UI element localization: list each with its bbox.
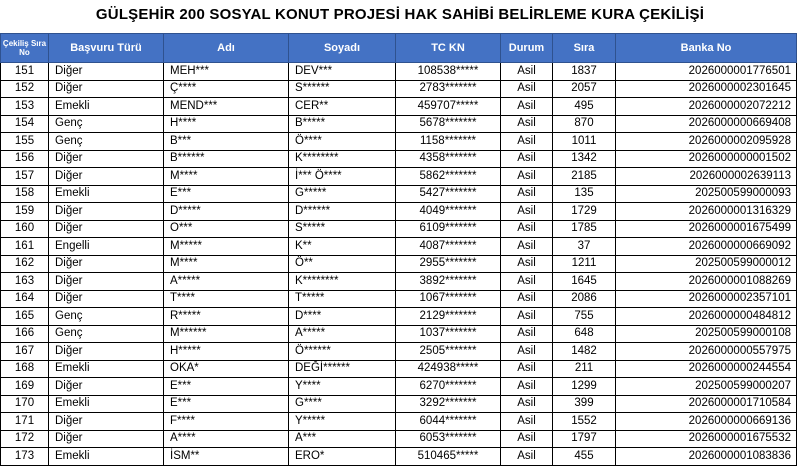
cell-surname: T***** bbox=[289, 290, 396, 308]
cell-status: Asil bbox=[501, 378, 553, 396]
cell-order: 1729 bbox=[553, 203, 616, 221]
cell-order: 2185 bbox=[553, 168, 616, 186]
cell-draw-number: 159 bbox=[1, 203, 49, 221]
cell-tckn: 4087******* bbox=[396, 238, 501, 256]
cell-name: M**** bbox=[164, 255, 289, 273]
cell-order: 1837 bbox=[553, 63, 616, 81]
cell-bank-number: 2026000002357101 bbox=[616, 290, 797, 308]
cell-draw-number: 173 bbox=[1, 448, 49, 466]
cell-tckn: 4358******* bbox=[396, 150, 501, 168]
cell-bank-number: 2026000002095928 bbox=[616, 133, 797, 151]
cell-draw-number: 153 bbox=[1, 98, 49, 116]
cell-status: Asil bbox=[501, 150, 553, 168]
cell-draw-number: 156 bbox=[1, 150, 49, 168]
cell-status: Asil bbox=[501, 273, 553, 291]
cell-name: O*** bbox=[164, 220, 289, 238]
cell-application-type: Engelli bbox=[49, 238, 164, 256]
cell-bank-number: 2026000001776501 bbox=[616, 63, 797, 81]
cell-application-type: Diğer bbox=[49, 378, 164, 396]
cell-application-type: Diğer bbox=[49, 413, 164, 431]
header-surname: Soyadı bbox=[289, 34, 396, 63]
cell-tckn: 2505******* bbox=[396, 343, 501, 361]
cell-tckn: 2129******* bbox=[396, 308, 501, 326]
cell-bank-number: 2026000000244554 bbox=[616, 360, 797, 378]
cell-surname: D****** bbox=[289, 203, 396, 221]
table-row bbox=[1, 133, 797, 151]
cell-application-type: Diğer bbox=[49, 168, 164, 186]
cell-application-type: Diğer bbox=[49, 80, 164, 98]
header-draw-number-line2: No bbox=[19, 48, 30, 57]
table-row bbox=[1, 220, 797, 238]
header-bank-number: Banka No bbox=[616, 34, 797, 63]
cell-order: 1299 bbox=[553, 378, 616, 396]
table-row bbox=[1, 413, 797, 431]
header-draw-number bbox=[1, 34, 49, 63]
cell-draw-number: 165 bbox=[1, 308, 49, 326]
cell-application-type: Diğer bbox=[49, 220, 164, 238]
cell-status: Asil bbox=[501, 115, 553, 133]
cell-order: 455 bbox=[553, 448, 616, 466]
cell-status: Asil bbox=[501, 133, 553, 151]
cell-bank-number: 202500599000012 bbox=[616, 255, 797, 273]
cell-name: M****** bbox=[164, 325, 289, 343]
table-row bbox=[1, 430, 797, 448]
cell-application-type: Diğer bbox=[49, 203, 164, 221]
table-row bbox=[1, 238, 797, 256]
cell-order: 1011 bbox=[553, 133, 616, 151]
table-row bbox=[1, 360, 797, 378]
table-row bbox=[1, 168, 797, 186]
cell-application-type: Genç bbox=[49, 308, 164, 326]
cell-bank-number: 2026000001710584 bbox=[616, 395, 797, 413]
cell-bank-number: 2026000001088269 bbox=[616, 273, 797, 291]
cell-order: 2057 bbox=[553, 80, 616, 98]
cell-surname: DEV*** bbox=[289, 63, 396, 81]
cell-order: 37 bbox=[553, 238, 616, 256]
table-row bbox=[1, 378, 797, 396]
cell-status: Asil bbox=[501, 395, 553, 413]
cell-tckn: 6109******* bbox=[396, 220, 501, 238]
cell-name: H***** bbox=[164, 343, 289, 361]
cell-bank-number: 2026000000669092 bbox=[616, 238, 797, 256]
cell-tckn: 2783******* bbox=[396, 80, 501, 98]
cell-surname: D**** bbox=[289, 308, 396, 326]
cell-tckn: 108538***** bbox=[396, 63, 501, 81]
cell-order: 135 bbox=[553, 185, 616, 203]
cell-name: A***** bbox=[164, 273, 289, 291]
table-row bbox=[1, 185, 797, 203]
cell-application-type: Diğer bbox=[49, 255, 164, 273]
cell-tckn: 5862******* bbox=[396, 168, 501, 186]
cell-tckn: 2955******* bbox=[396, 255, 501, 273]
cell-status: Asil bbox=[501, 413, 553, 431]
cell-status: Asil bbox=[501, 290, 553, 308]
cell-surname: K******** bbox=[289, 273, 396, 291]
cell-name: H**** bbox=[164, 115, 289, 133]
cell-name: A**** bbox=[164, 430, 289, 448]
cell-order: 495 bbox=[553, 98, 616, 116]
cell-status: Asil bbox=[501, 308, 553, 326]
cell-name: Ç**** bbox=[164, 80, 289, 98]
header-name: Adı bbox=[164, 34, 289, 63]
cell-tckn: 6044******* bbox=[396, 413, 501, 431]
cell-application-type: Genç bbox=[49, 115, 164, 133]
table-row bbox=[1, 448, 797, 466]
header-row bbox=[1, 34, 797, 63]
cell-name: M***** bbox=[164, 238, 289, 256]
cell-status: Asil bbox=[501, 430, 553, 448]
cell-bank-number: 2026000001083836 bbox=[616, 448, 797, 466]
cell-application-type: Diğer bbox=[49, 150, 164, 168]
cell-tckn: 4049******* bbox=[396, 203, 501, 221]
cell-tckn: 3292******* bbox=[396, 395, 501, 413]
cell-bank-number: 2026000000557975 bbox=[616, 343, 797, 361]
cell-application-type: Diğer bbox=[49, 430, 164, 448]
cell-name: M**** bbox=[164, 168, 289, 186]
cell-name: R***** bbox=[164, 308, 289, 326]
table-row bbox=[1, 308, 797, 326]
cell-surname: B***** bbox=[289, 115, 396, 133]
cell-tckn: 5678******* bbox=[396, 115, 501, 133]
cell-application-type: Emekli bbox=[49, 98, 164, 116]
header-tckn: TC KN bbox=[396, 34, 501, 63]
cell-application-type: Diğer bbox=[49, 273, 164, 291]
cell-order: 648 bbox=[553, 325, 616, 343]
cell-bank-number: 2026000000669136 bbox=[616, 413, 797, 431]
cell-tckn: 1037******* bbox=[396, 325, 501, 343]
table-row bbox=[1, 343, 797, 361]
cell-bank-number: 2026000001675532 bbox=[616, 430, 797, 448]
cell-order: 755 bbox=[553, 308, 616, 326]
header-application-type: Başvuru Türü bbox=[49, 34, 164, 63]
cell-status: Asil bbox=[501, 98, 553, 116]
cell-status: Asil bbox=[501, 255, 553, 273]
cell-surname: DEĞİ****** bbox=[289, 360, 396, 378]
cell-surname: CER** bbox=[289, 98, 396, 116]
cell-draw-number: 154 bbox=[1, 115, 49, 133]
cell-tckn: 424938***** bbox=[396, 360, 501, 378]
cell-bank-number: 202500599000108 bbox=[616, 325, 797, 343]
cell-bank-number: 202500599000093 bbox=[616, 185, 797, 203]
cell-name: F**** bbox=[164, 413, 289, 431]
table-row bbox=[1, 290, 797, 308]
cell-draw-number: 151 bbox=[1, 63, 49, 81]
cell-draw-number: 162 bbox=[1, 255, 49, 273]
cell-name: MEND*** bbox=[164, 98, 289, 116]
cell-application-type: Emekli bbox=[49, 448, 164, 466]
cell-surname: İ*** Ö**** bbox=[289, 168, 396, 186]
table-row bbox=[1, 98, 797, 116]
cell-name: D***** bbox=[164, 203, 289, 221]
cell-status: Asil bbox=[501, 80, 553, 98]
cell-name: B*** bbox=[164, 133, 289, 151]
cell-application-type: Genç bbox=[49, 325, 164, 343]
header-status: Durum bbox=[501, 34, 553, 63]
table-row bbox=[1, 255, 797, 273]
cell-status: Asil bbox=[501, 185, 553, 203]
cell-surname: A*** bbox=[289, 430, 396, 448]
header-order: Sıra bbox=[553, 34, 616, 63]
table-row bbox=[1, 325, 797, 343]
cell-surname: ERO* bbox=[289, 448, 396, 466]
cell-status: Asil bbox=[501, 220, 553, 238]
cell-tckn: 5427******* bbox=[396, 185, 501, 203]
cell-tckn: 459707***** bbox=[396, 98, 501, 116]
cell-name: MEH*** bbox=[164, 63, 289, 81]
cell-draw-number: 167 bbox=[1, 343, 49, 361]
cell-name: T**** bbox=[164, 290, 289, 308]
cell-application-type: Diğer bbox=[49, 343, 164, 361]
cell-name: E*** bbox=[164, 378, 289, 396]
table-row bbox=[1, 395, 797, 413]
cell-application-type: Diğer bbox=[49, 63, 164, 81]
cell-draw-number: 155 bbox=[1, 133, 49, 151]
cell-bank-number: 2026000000001502 bbox=[616, 150, 797, 168]
cell-order: 870 bbox=[553, 115, 616, 133]
table-row bbox=[1, 63, 797, 81]
table-row bbox=[1, 115, 797, 133]
cell-surname: S***** bbox=[289, 220, 396, 238]
cell-draw-number: 152 bbox=[1, 80, 49, 98]
cell-application-type: Diğer bbox=[49, 290, 164, 308]
cell-order: 1552 bbox=[553, 413, 616, 431]
cell-order: 399 bbox=[553, 395, 616, 413]
cell-draw-number: 170 bbox=[1, 395, 49, 413]
cell-bank-number: 2026000001316329 bbox=[616, 203, 797, 221]
cell-status: Asil bbox=[501, 203, 553, 221]
cell-draw-number: 161 bbox=[1, 238, 49, 256]
cell-bank-number: 2026000001675499 bbox=[616, 220, 797, 238]
cell-order: 1645 bbox=[553, 273, 616, 291]
cell-status: Asil bbox=[501, 325, 553, 343]
cell-bank-number: 2026000002072212 bbox=[616, 98, 797, 116]
cell-draw-number: 158 bbox=[1, 185, 49, 203]
header-draw-number-line1: Çekiliş Sıra bbox=[2, 39, 47, 48]
cell-order: 1342 bbox=[553, 150, 616, 168]
cell-status: Asil bbox=[501, 168, 553, 186]
table-row bbox=[1, 80, 797, 98]
cell-name: İSM** bbox=[164, 448, 289, 466]
cell-surname: Ö****** bbox=[289, 343, 396, 361]
cell-draw-number: 160 bbox=[1, 220, 49, 238]
cell-status: Asil bbox=[501, 238, 553, 256]
cell-application-type: Emekli bbox=[49, 185, 164, 203]
cell-surname: Ö**** bbox=[289, 133, 396, 151]
cell-surname: G***** bbox=[289, 185, 396, 203]
cell-surname: S****** bbox=[289, 80, 396, 98]
cell-tckn: 1067******* bbox=[396, 290, 501, 308]
cell-tckn: 1158******* bbox=[396, 133, 501, 151]
cell-application-type: Emekli bbox=[49, 395, 164, 413]
cell-order: 2086 bbox=[553, 290, 616, 308]
cell-surname: Ö** bbox=[289, 255, 396, 273]
cell-surname: Y***** bbox=[289, 413, 396, 431]
table-row bbox=[1, 150, 797, 168]
cell-name: OKA* bbox=[164, 360, 289, 378]
cell-application-type: Genç bbox=[49, 133, 164, 151]
cell-draw-number: 169 bbox=[1, 378, 49, 396]
cell-status: Asil bbox=[501, 63, 553, 81]
table-row bbox=[1, 203, 797, 221]
cell-name: E*** bbox=[164, 185, 289, 203]
cell-draw-number: 164 bbox=[1, 290, 49, 308]
page-title: GÜLŞEHİR 200 SOSYAL KONUT PROJESİ HAK SAHİBİ BELİRLEME KURA ÇEKİLİŞİ bbox=[95, 6, 705, 23]
cell-draw-number: 166 bbox=[1, 325, 49, 343]
cell-status: Asil bbox=[501, 360, 553, 378]
cell-surname: G**** bbox=[289, 395, 396, 413]
cell-surname: K** bbox=[289, 238, 396, 256]
cell-application-type: Emekli bbox=[49, 360, 164, 378]
cell-name: B****** bbox=[164, 150, 289, 168]
cell-tckn: 3892******* bbox=[396, 273, 501, 291]
cell-draw-number: 157 bbox=[1, 168, 49, 186]
cell-order: 1211 bbox=[553, 255, 616, 273]
lottery-results-table bbox=[0, 33, 797, 466]
cell-draw-number: 172 bbox=[1, 430, 49, 448]
cell-draw-number: 168 bbox=[1, 360, 49, 378]
cell-bank-number: 2026000002639113 bbox=[616, 168, 797, 186]
cell-name: E*** bbox=[164, 395, 289, 413]
cell-tckn: 6270******* bbox=[396, 378, 501, 396]
cell-draw-number: 171 bbox=[1, 413, 49, 431]
cell-tckn: 510465***** bbox=[396, 448, 501, 466]
cell-surname: A***** bbox=[289, 325, 396, 343]
cell-order: 1785 bbox=[553, 220, 616, 238]
cell-order: 1482 bbox=[553, 343, 616, 361]
cell-status: Asil bbox=[501, 448, 553, 466]
cell-bank-number: 202500599000207 bbox=[616, 378, 797, 396]
table-row bbox=[1, 273, 797, 291]
cell-surname: K******** bbox=[289, 150, 396, 168]
cell-bank-number: 2026000000669408 bbox=[616, 115, 797, 133]
cell-bank-number: 2026000002301645 bbox=[616, 80, 797, 98]
cell-status: Asil bbox=[501, 343, 553, 361]
cell-order: 211 bbox=[553, 360, 616, 378]
cell-tckn: 6053******* bbox=[396, 430, 501, 448]
cell-draw-number: 163 bbox=[1, 273, 49, 291]
cell-order: 1797 bbox=[553, 430, 616, 448]
cell-bank-number: 2026000000484812 bbox=[616, 308, 797, 326]
cell-surname: Y**** bbox=[289, 378, 396, 396]
